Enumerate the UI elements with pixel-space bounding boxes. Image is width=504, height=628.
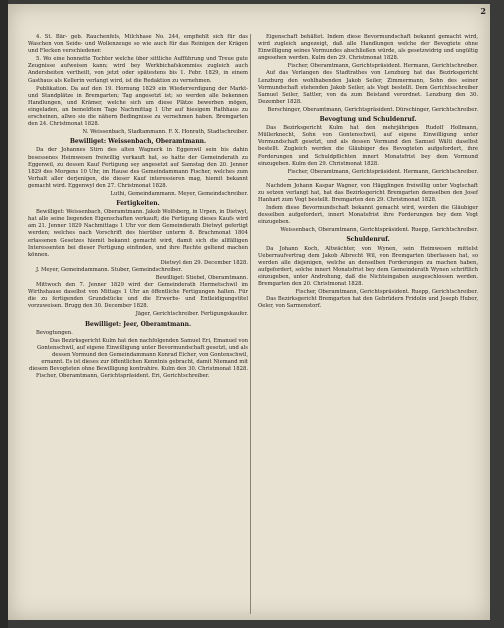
paragraph: 5. Wo eine honnette Tochter welche über sittliche Aufführung und Treue gute Zeugnisse aufweisen kann; wird bey Werkbichafskommiss zugleich auch Andersbeiten vertheilt, von jetzt oder spätestens bis 1. Febr. 1829, in einem Gasthaus als Kellerin verlangt wird, ist die Redaktion zu vernehmen. — [28, 56, 248, 84]
signature: Fischer, Oberamtmann, Gerichtspräsident. Hermann, Gerichtschreiber. — [287, 168, 478, 175]
paragraph: 4. St. Bär- geb. Rauchenfels, Milchhase No. 244, empfiehlt sich für das Waschen von Seide- und Wollenzeuge so wie auch für das Reinigen der Krägen und Flecken verschiedener. — [28, 34, 248, 55]
paragraph: Indem diese Bevormundschaft bekannt gemacht wird, werden die Gläubiger desselben aufgefordert, innert Monatsfrist ihre Forderungen bey dem Vogt einzugeben. — [258, 205, 478, 226]
signature: Jäger, Gerichtschreiber. Fertigungskaufer. — [135, 311, 248, 318]
section-heading: Fertigkeiten. — [116, 200, 160, 208]
signature: N. Weissenbach, Stadtammann. F. X. Honrath, Stadtschreiber. — [82, 129, 248, 136]
signature: Bewilliget: Stiebel, Oberamtmann. — [155, 275, 248, 281]
paragraph: Da Johann Koch, Altwächter, von Wynen, sein Heimwesen mittelst Ueberraufvertrag dem Jakob Albrecht Wil, von Bremgarten überlassen hat, so werden alle diejenigen, welche an denselben Forderungen zu machen haben, aufgefordert, solche innert Monatsfrist bey dem Gemeinderath Wynen schriftlich einzugeben, unter Androhung, daß die Nichteingaben ausgeschlossen werden. Bremgarten den 20. Christmonat 1828. — [258, 245, 478, 287]
signature: Fischer, Oberamtmann, Gerichtspräsident. Ruepp, Gerichtschreiber. — [295, 289, 478, 296]
right-column — [258, 34, 478, 311]
paragraph: Bewilliget: Weissenbach, Oberamtmann. Jakob Wolfsberg, in Urpen, in Dietwyl, hat alle seine liegenden Eigenschaften verkauft; die Fertigung dieses Kaufs wird am 21. Jenner 1829 Nachmittags 1 Uhr vor dem Gemeinderath Dietwyl gefertigt werden; welches nach Vorschrift des hierüber unterm 8. Brachmonat 1804 erlassenen Gesetzes hiemit bekannt gemacht wird, damit sich die allfälligen Interessenten bei dieser Fertigung einfinden, und ihre Rechte geltend machen können. — [28, 209, 248, 258]
paragraph: Publikation. Da auf den 19. Hornung 1829 ein Wiederverdigung der Markt- und Standplätze in Bremgarten; Tag angesetzt ist; so werden alle bekennen Handlungen, und Krämer, welche sich um diese Plätze bewerben mögen, eingeladen, an bemeldtem Tage Nachmittag 1 Uhr auf hiesigem Rathhaus zu erscheinen, allwo sie die nähern Bedingnisse zu vernehmen haben. Bremgarten den 24. Christmonat 1828. — [28, 85, 248, 128]
left-column — [28, 34, 248, 381]
section-heading: Schuldenruf. — [346, 236, 390, 244]
paragraph: Das Bezirksgericht Kulm hat den mehrjährigen Rudolf Hollmann, Müllerknecht, Sohn von Gontenschwil, auf eigene Einwilligung unter Vormundschaft gesetzt, und als dessen Vormund den Samuel Wälti daselbst bestellt. Zugleich werden die Gläubiger des Bevogteten aufgefordert, ihre Forderungen und Schuldpflichten innert Monatsfrist bey dem Vormund einzugeben. Kulm den 29. Christmonat 1828. — [258, 125, 478, 167]
paragraph: Das Bezirksgericht Bremgarten hat den Gebrüdern Fridolin und Joseph Huber, Oeler, von Sarmenstorf. — [258, 296, 478, 310]
paragraph: Da der Johannes Stirn des alten Wagnerk in Eggenwil sein bis dahin besessenes Heimwesen freiwillig verkauft hat, so hatte der Gemeinderath zu Eggenwil, zu dessen Kauf Fertigung sey angesetzt auf Samstag den 20. Jenner 1829 des Morgens 10 Uhr, im Hause des Gemeindammann Fischer, welches zum Verhalt aller derjenigen, die dieser Kauf interessieren mag, hiemit bekannt gemacht wird. Eggenwyl den 27. Christmonat 1828. — [28, 147, 248, 189]
column-divider — [250, 34, 251, 614]
separator-rule — [288, 179, 448, 180]
section-heading: Bewilliget: Weissenbach, Oberamtmann. — [69, 138, 207, 146]
paragraph: J. Meyer, Gemeindammann. Stuber, Gemeindschreiber. — [36, 266, 182, 273]
paragraph: Bevogtungen. — [36, 329, 73, 336]
signature: Weissenbach, Oberamtmann, Gerichtspräsident. Ruepp, Gerichtschreiber. — [280, 227, 478, 234]
signature: Das Bezirksgericht Kulm hat den nachfolgenden Samuel Eri, Emanuel von Gontenschwil, auf eigene Einwilligung unter Bevormundschaft gesetzt, und als dessen Vormund den Gemeindammann Konrad Eicher, von Gontenschwil, ernannt. Es ist dieses zur öffentlichen Kenntnis gebracht, damit Niemand mit diesem Bevogteten ohne Bewilligung kontrahire. Kulm den 30. Christmonat 1828. — [29, 337, 248, 373]
paragraph: Eigenschaft behältet. Indem diese Bevormundschaft bekannt gemacht wird, wird zugleich angezeigt, daß alle Handlungen welche der Bevogtete ohne Einwilligung seines Vormundes abschließen würde, als gesetzwidrig und ungültig angesehen werden. Kulm den 29. Christmonat 1828. — [258, 34, 478, 62]
paragraph: Mittwoch den 7. Jenner 1829 wird der Gemeinderath Hermetschwil im Wirthshause daselbst von Mittags 1 Uhr an öffentliche Fertigungen halten. Für die zu fertigenden Grundstücke und die Erwerbs- und Entleidigungstitel vorzuweisen. Brugg den 30. December 1828. — [28, 282, 248, 310]
signature: Fischer, Oberamtmann, Gerichtspräsident. Hermann, Gerichtschreiber. — [287, 63, 478, 70]
paragraph: Nachdem Johann Kaspar Wagner, von Hägglingen freiwillig unter Vogtschaft zu setzen verlangt hat, hat das Bezirksgericht Bremgarten demselben den Josef Hanhart zum Vogt bestellt. Bremgarten den 29. Christmonat 1828. — [258, 182, 478, 203]
signature: Luthi, Gemeindammann. Meyer, Gemeindschreiber. — [110, 190, 248, 197]
section-heading: Bevogtung und Schuldenruf. — [319, 116, 417, 124]
page-number: 2 — [480, 6, 486, 16]
paragraph: Auf das Verlangen des Stadtrathes von Lenzburg hat das Bezirksgericht Lenzburg den wohlhabenden Jakob Seiler, Zimmermann, Sohn des seiner Vormundschaft stehenden Jakob Seiler, als Vogt bestellt. Dem Gerichtsschreiber Samuel Seiler, Sattler, von da zum Beistand verordnet. Lenzburg den 30. Dezember 1828. — [258, 70, 478, 105]
scan-edge — [0, 0, 8, 628]
newspaper-page — [8, 4, 490, 620]
signature: Dietwyl den 29. December 1828. — [160, 259, 248, 266]
signature: Berschinger, Oberamtmann, Gerichtspräsident. Dürschinger, Gerichtschreiber. — [267, 106, 478, 113]
section-heading: Bewilliget: Jeer, Oberamtmann. — [84, 320, 192, 328]
paragraph: Fischer, Oberamtmann, Gerichtspräsident. Eri, Gerichtschreiber. — [36, 373, 210, 380]
